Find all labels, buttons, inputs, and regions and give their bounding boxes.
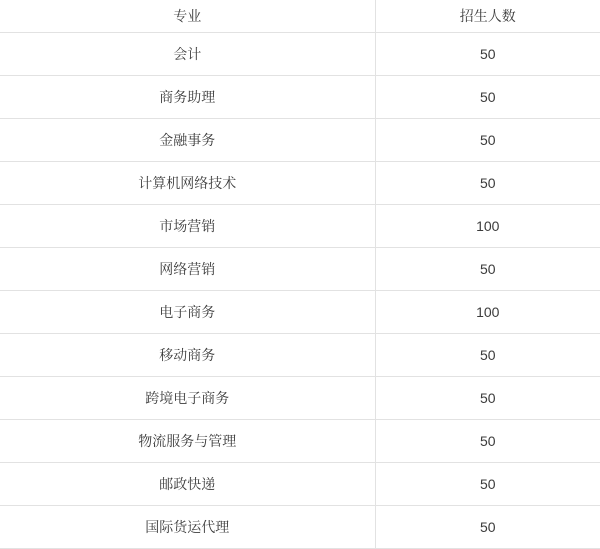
cell-major: 商务助理 (0, 76, 375, 119)
cell-count: 50 (375, 76, 600, 119)
table-row (0, 162, 600, 205)
cell-count: 50 (375, 119, 600, 162)
cell-count: 100 (375, 291, 600, 334)
cell-major: 邮政快递 (0, 463, 375, 506)
cell-major: 物流服务与管理 (0, 420, 375, 463)
table-header-row (0, 0, 600, 33)
cell-major: 会计 (0, 33, 375, 76)
cell-major: 电子商务 (0, 291, 375, 334)
table-row (0, 420, 600, 463)
cell-major: 市场营销 (0, 205, 375, 248)
column-header-count: 招生人数 (375, 0, 600, 33)
cell-major: 国际货运代理 (0, 506, 375, 549)
table-row (0, 248, 600, 291)
cell-count: 50 (375, 420, 600, 463)
cell-count: 50 (375, 506, 600, 549)
table-body (0, 33, 600, 549)
cell-major: 移动商务 (0, 334, 375, 377)
cell-major: 网络营销 (0, 248, 375, 291)
cell-major: 计算机网络技术 (0, 162, 375, 205)
column-header-major: 专业 (0, 0, 375, 33)
cell-count: 50 (375, 248, 600, 291)
table-row (0, 119, 600, 162)
table-row (0, 506, 600, 549)
table-row (0, 463, 600, 506)
cell-count: 100 (375, 205, 600, 248)
table-row (0, 334, 600, 377)
table-row (0, 76, 600, 119)
table-row (0, 205, 600, 248)
cell-count: 50 (375, 377, 600, 420)
cell-count: 50 (375, 162, 600, 205)
cell-count: 50 (375, 463, 600, 506)
table-row (0, 377, 600, 420)
cell-count: 50 (375, 334, 600, 377)
cell-count: 50 (375, 33, 600, 76)
table-row (0, 291, 600, 334)
cell-major: 金融事务 (0, 119, 375, 162)
table-header (0, 0, 600, 33)
table-row (0, 33, 600, 76)
cell-major: 跨境电子商务 (0, 377, 375, 420)
